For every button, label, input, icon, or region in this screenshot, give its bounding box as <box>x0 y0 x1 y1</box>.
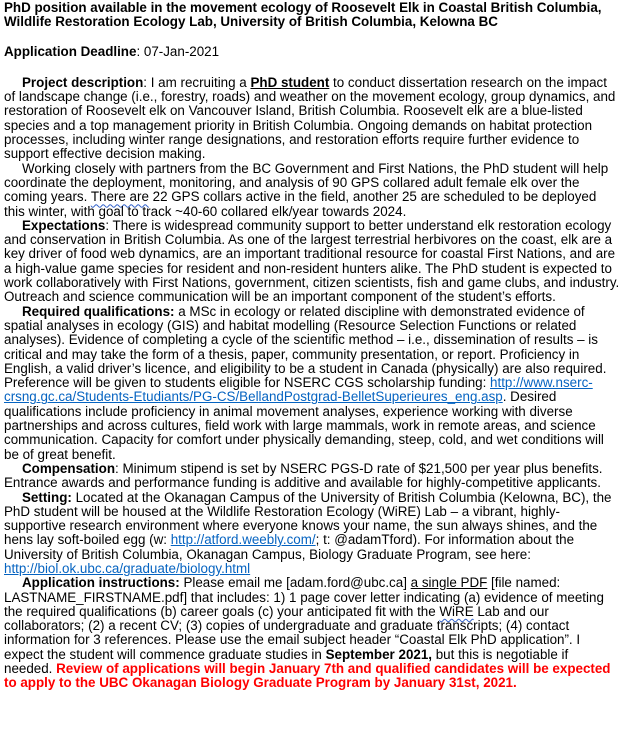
there-are-text: There are <box>90 189 149 205</box>
deadline-label: Application Deadline <box>4 43 137 59</box>
start-date-text: September 2021, <box>325 646 433 662</box>
title-line-1: PhD position available in the movement ecology of Roosevelt Elk in Coastal British Columbia, <box>4 0 602 15</box>
compensation-text: : Minimum stipend is set by NSERC PGS-D rate of $21,500 per year plus benefits. Entrance awards and performance funding is additive and available for highly-competitive applicants. <box>4 460 603 491</box>
review-notice: Review of applications will begin January 7th and qualified candidates will be expected to apply to the UBC Okanagan Biology Graduate Program by January 31st, 2021. <box>4 661 611 691</box>
qualifications-paragraph <box>4 305 620 462</box>
working-text-2: 22 GPS collars active in the field, another 25 are scheduled to be deployed this winter, with goal to track ~40-60 collared elk/year towards 2024. <box>4 189 597 219</box>
working-paragraph <box>4 162 620 219</box>
application-deadline <box>4 45 620 59</box>
deadline-value: : 07-Jan-2021 <box>136 43 220 59</box>
graduate-program-link[interactable]: http://biol.ok.ubc.ca/graduate/biology.html <box>4 560 251 576</box>
title-line-2: Wildlife Restoration Ecology Lab, University of British Columbia, Kelowna BC <box>4 14 498 30</box>
application-paragraph <box>4 576 620 690</box>
phd-student-emphasis: PhD student <box>250 74 330 90</box>
qualifications-heading: Required qualifications: <box>22 303 175 319</box>
project-text-1: : I am recruiting a <box>143 74 251 90</box>
qualifications-text-2: . Desired qualifications include proficiency in animal movement analyses, experience working with diverse partnerships and across cultures, field work with large mammals, work in remote areas, and science communication. Capacity for comfort under physically demanding, steep, cold, and wet conditions will be of great benefit. <box>4 389 604 462</box>
setting-paragraph <box>4 491 620 577</box>
project-text-2: to conduct dissertation research on the impact of landscape change (i.e., forestry, roads) and weather on the movement ecology, group dynamics, and restoration of Roosevelt elk on Vancouver Island, British Columbia. Roosevelt elk are a blue-listed species and a top management priority in British Columbia. Ongoing demands on habitat protection processes, including winter range designations, and restoration efforts require further evidence to support effective decision making. <box>4 74 616 162</box>
working-text-1: Working closely with partners from the BC Government and First Nations, the PhD student will help coordinate the deployment, monitoring, and analysis of 90 GPS collared adult female elk over the coming years. <box>4 160 609 205</box>
compensation-heading: Compensation <box>22 460 115 476</box>
setting-text-2: ; t: @adamTford). For information about the University of British Columbia, Okanagan Campus, Biology Graduate Program, see here: <box>4 532 575 562</box>
wire-text: WiRE <box>439 603 474 619</box>
posting-title <box>4 1 620 30</box>
application-text-2: [file named: LASTNAME_FIRSTNAME.pdf] that includes: 1) 1 page cover letter indicating (a) evidence of meeting the required qualifications (b) career goals (c) your anticipated fit with the <box>4 575 604 619</box>
project-description <box>4 76 620 162</box>
nserc-link[interactable]: http://www.nserc-crsng.gc.ca/Students-Etudiants/PG-CS/BellandPostgrad-BelletSuperieures_eng.asp <box>4 375 593 405</box>
setting-heading: Setting: <box>22 489 72 505</box>
lab-website-link[interactable]: http://atford.weebly.com/ <box>170 532 316 548</box>
application-text-4: but this is negotiable if needed. <box>4 646 569 677</box>
compensation-paragraph <box>4 462 620 491</box>
expectations-heading: Expectations <box>22 217 106 233</box>
qualifications-text-1: a MSc in ecology or related discipline with demonstrated evidence of spatial analyses in ecology (GIS) and habitat modelling (Resource Selection Functions or related analyses). Evidence of completing a cycle of the scientific method – i.e., dissemination of results – is critical and may take the form of a thesis, paper, community presentation, or report. Proficiency in English, a valid driver’s licence, and eligibility to be a student in Canada (physically) are also required. Preference will be given to students eligible for NSERC CGS scholarship funding: <box>4 303 607 391</box>
expectations-paragraph <box>4 219 620 305</box>
expectations-text: : There is widespread community support to better understand elk restoration ecology and conservation in British Columbia. As one of the largest terrestrial herbivores on the coast, elk are a key driver of food web dynamics, are an important traditional resource for coastal First Nations, and are a high-value game species for resident and non-resident hunters alike. The PhD student is expected to work collaboratively with First Nations, government, citizen scientists, fish and game clubs, and industry. Outreach and science communication will be an important component of the student’s efforts. <box>4 217 620 305</box>
application-heading: Application instructions: <box>22 575 180 591</box>
setting-text-1: Located at the Okanagan Campus of the University of British Columbia (Kelowna, BC), the PhD student will be housed at the Wildlife Restoration Ecology (WiRE) Lab – a vibrant, highly-supportive research environment where everyone knows your name, the sun always shines, and the hens lay soft-boiled egg (w: <box>4 489 612 548</box>
single-pdf-text: a single PDF <box>410 575 488 591</box>
application-text-1: Please email me [adam.ford@ubc.ca] <box>179 575 411 591</box>
project-heading: Project description <box>22 74 144 90</box>
application-text-3: Lab and our collaborators; (2) a recent CV; (3) copies of undergraduate and graduate transcripts; (4) contact information for 3 references. Please use the email subject header “Coastal Elk PhD application”. I expect the student will commence graduate studies in <box>4 603 581 662</box>
